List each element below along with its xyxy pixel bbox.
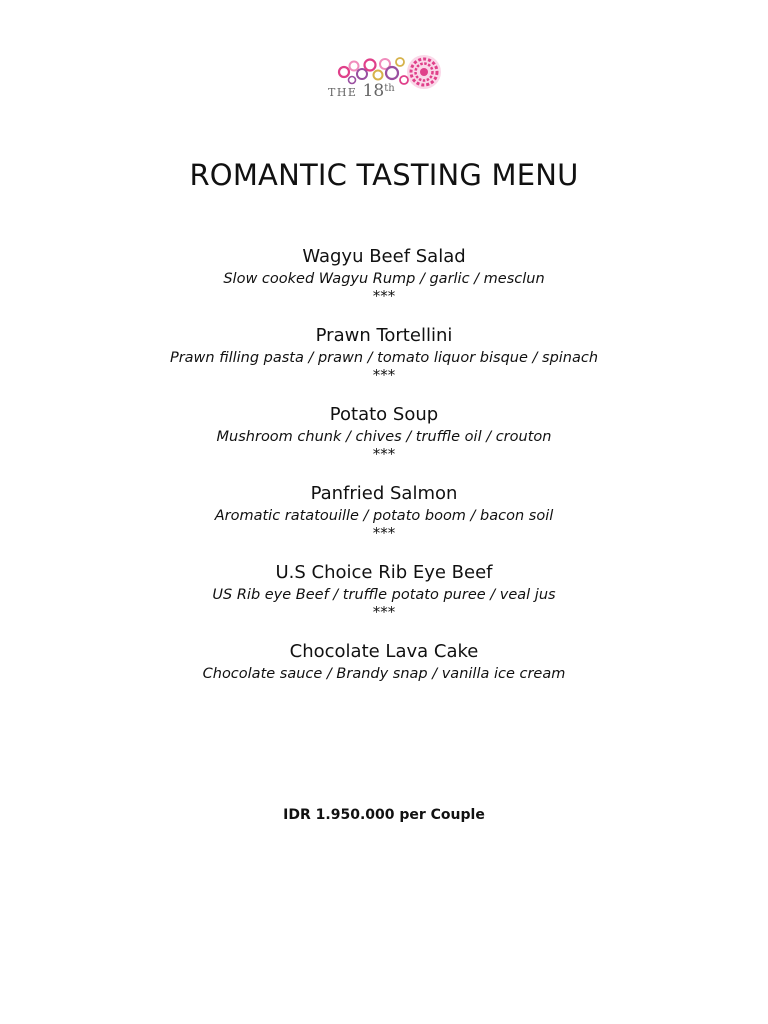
course-separator: *** <box>372 445 396 463</box>
restaurant-logo <box>322 50 446 112</box>
course-item <box>0 560 768 639</box>
course-item <box>0 481 768 560</box>
logo-the: THE <box>328 86 358 99</box>
course-name: Wagyu Beef Salad <box>302 246 466 267</box>
logo-number: 18 <box>362 81 385 101</box>
course-description: Mushroom chunk / chives / truffle oil / crouton <box>216 429 552 445</box>
course-description: Prawn filling pasta / prawn / tomato liquor bisque / spinach <box>169 350 599 366</box>
course-description: Aromatic ratatouille / potato boom / bacon soil <box>214 508 554 524</box>
logo-wordmark <box>328 83 395 100</box>
menu-title: ROMANTIC TASTING MENU <box>189 158 579 192</box>
course-item <box>0 639 768 718</box>
course-separator: *** <box>372 603 396 621</box>
course-name: Prawn Tortellini <box>315 325 453 346</box>
course-item <box>0 323 768 402</box>
course-separator: *** <box>372 524 396 542</box>
course-item <box>0 244 768 323</box>
course-description: Slow cooked Wagyu Rump / garlic / mesclun <box>223 271 545 287</box>
course-name: Chocolate Lava Cake <box>289 641 479 662</box>
course-description: US Rib eye Beef / truffle potato puree / veal jus <box>212 587 556 603</box>
course-separator: *** <box>372 366 396 384</box>
course-separator: *** <box>372 287 396 305</box>
course-item <box>0 402 768 481</box>
menu-price: IDR 1.950.000 per Couple <box>283 807 485 823</box>
course-name: U.S Choice Rib Eye Beef <box>275 562 493 583</box>
logo-suffix: th <box>384 83 395 94</box>
course-list <box>0 244 768 718</box>
course-name: Panfried Salmon <box>310 483 458 504</box>
course-name: Potato Soup <box>329 404 439 425</box>
course-description: Chocolate sauce / Brandy snap / vanilla ice cream <box>202 666 566 682</box>
